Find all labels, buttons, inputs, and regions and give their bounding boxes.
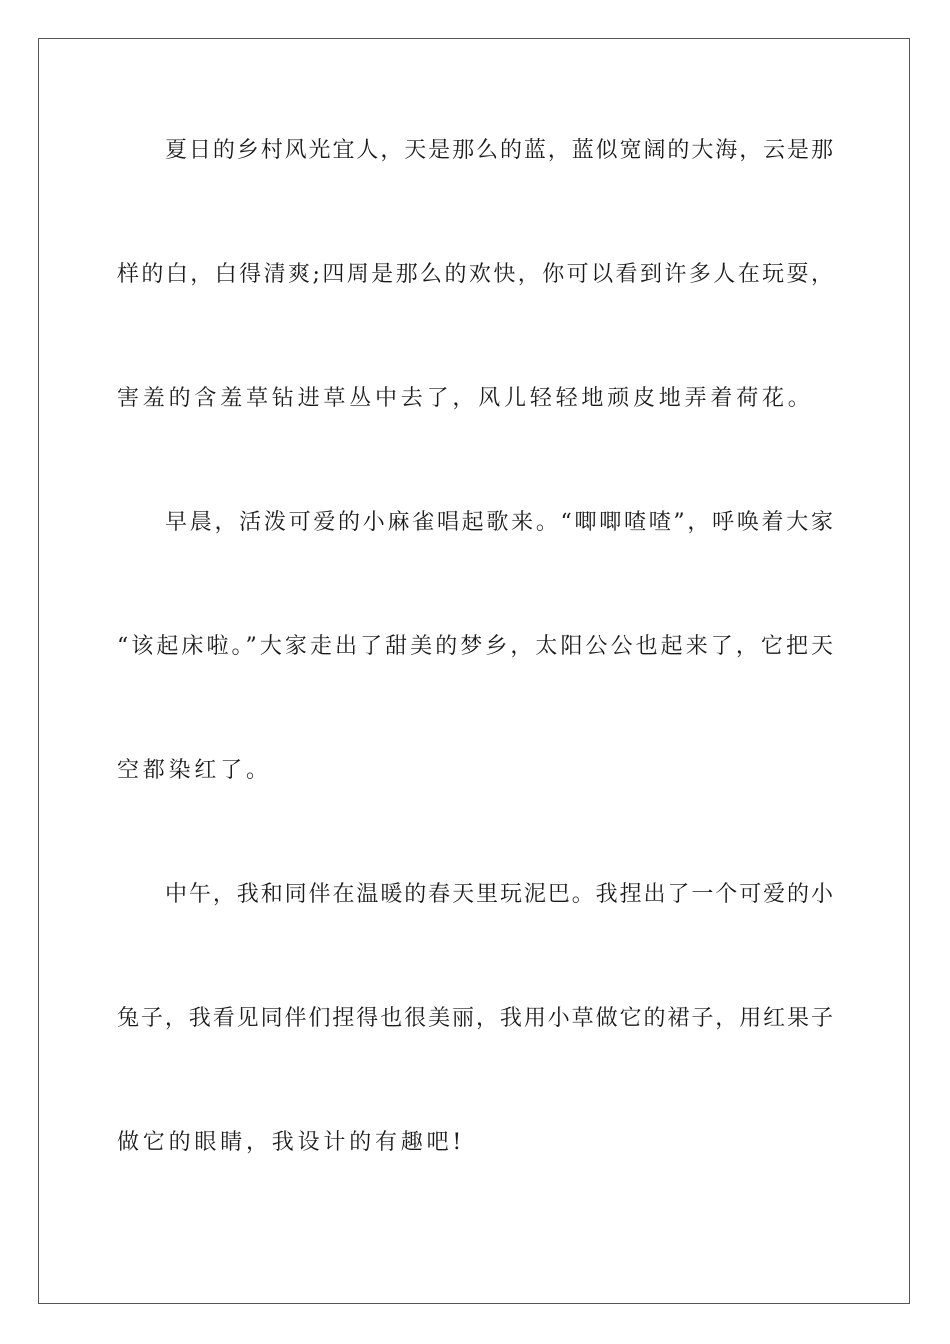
paragraph-2-line-1: 早晨，活泼可爱的小麻雀唱起歌来。“唧唧喳喳”，呼唤着大家	[165, 510, 833, 535]
paragraph-2-line-2: “该起床啦。”大家走出了甜美的梦乡，太阳公公也起来了，它把天	[117, 634, 833, 659]
page-border	[38, 38, 910, 1304]
paragraph-1-line-3: 害羞的含羞草钻进草丛中去了，风儿轻轻地顽皮地弄着荷花。	[117, 386, 814, 411]
paragraph-2-line-3: 空都染红了。	[117, 758, 272, 783]
paragraph-3-line-1: 中午，我和同伴在温暖的春天里玩泥巴。我捏出了一个可爱的小	[165, 882, 833, 907]
paragraph-3-line-2: 兔子，我看见同伴们捏得也很美丽，我用小草做它的裙子，用红果子	[117, 1006, 833, 1031]
paragraph-3-line-3: 做它的眼睛，我设计的有趣吧!	[117, 1130, 466, 1155]
paragraph-1-line-1: 夏日的乡村风光宜人，天是那么的蓝，蓝似宽阔的大海，云是那	[165, 138, 833, 163]
paragraph-1-line-2: 样的白，白得清爽;四周是那么的欢快，你可以看到许多人在玩耍，	[117, 262, 833, 287]
